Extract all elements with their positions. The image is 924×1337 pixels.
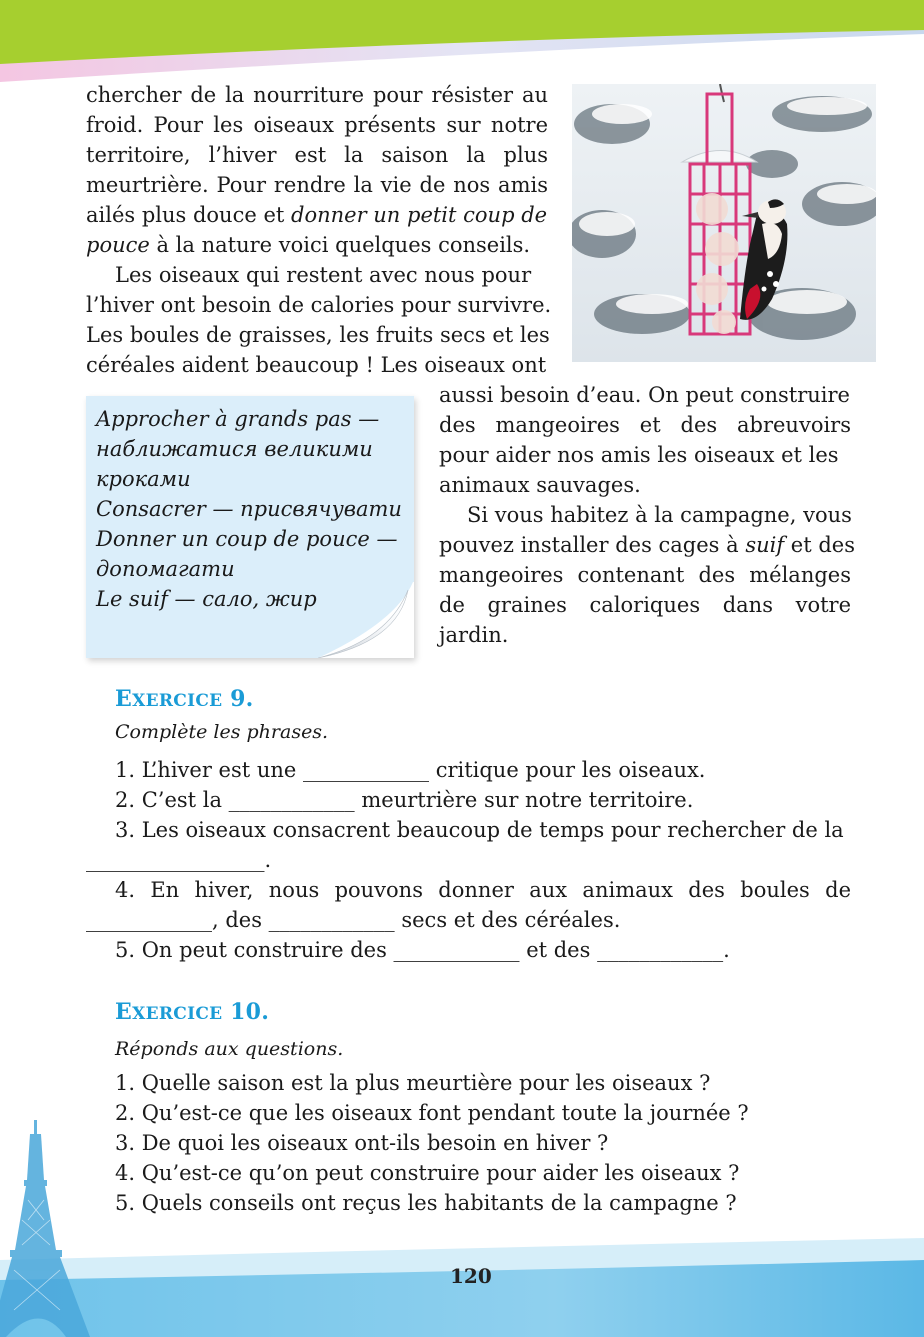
text-italic: donner un petit coup de xyxy=(291,203,548,227)
eiffel-tower-icon xyxy=(0,1120,110,1337)
text-segment: et des xyxy=(784,533,855,557)
vocab-line: Approcher à grands pas — xyxy=(96,407,380,431)
question-item: 1. Quelle saison est la plus meurtière pour les oiseaux ? xyxy=(115,1071,711,1095)
exercise-item: ____________, des ____________ secs et des céréales. xyxy=(86,908,621,932)
text-segment: ailés plus douce et xyxy=(86,203,291,227)
vocab-line: наближатися великими xyxy=(96,437,373,461)
vocab-line: кроками xyxy=(96,467,191,491)
exercise-item: 4. En hiver, nous pouvons donner aux animaux des boules de xyxy=(115,878,851,902)
question-item: 5. Quels conseils ont reçus les habitants de la campagne ? xyxy=(115,1191,737,1215)
text-line: froid. Pour les oiseaux présents sur notre xyxy=(86,113,548,137)
text-line: jardin. xyxy=(439,623,509,647)
question-item: 4. Qu’est-ce qu’on peut construire pour aider les oiseaux ? xyxy=(115,1161,740,1185)
top-decorative-band xyxy=(0,0,924,82)
text-line: chercher de la nourriture pour résister au xyxy=(86,83,548,107)
exercise-item: 5. On peut construire des ____________ et des ____________. xyxy=(115,938,730,962)
page-curl-icon xyxy=(318,582,414,658)
page-number: 120 xyxy=(450,1264,492,1288)
title-smallcaps: XERCICE xyxy=(132,1004,223,1024)
vocab-line: Le suif — сало, жир xyxy=(96,587,317,611)
text-italic: pouce xyxy=(86,233,150,257)
text-line: Les oiseaux qui restent avec nous pour xyxy=(115,263,532,287)
exercise-10-instruction: Réponds aux questions. xyxy=(115,1038,344,1060)
vocab-line: Donner un coup de pouce — xyxy=(96,527,398,551)
text-segment: pouvez installer des cages à xyxy=(439,533,746,557)
question-item: 2. Qu’est-ce que les oiseaux font pendant toute la journée ? xyxy=(115,1101,749,1125)
text-line: animaux sauvages. xyxy=(439,473,641,497)
title-initial: E xyxy=(115,999,133,1025)
question-item: 3. De quoi les oiseaux ont-ils besoin en hiver ? xyxy=(115,1131,609,1155)
exercise-9-instruction: Complète les phrases. xyxy=(115,721,329,743)
text-line: mangeoires contenant des mélanges xyxy=(439,563,851,587)
text-segment: à la nature voici quelques conseils. xyxy=(149,233,531,257)
vocab-line: допомагати xyxy=(96,557,235,581)
vocab-line: Consacrer — присвячувати xyxy=(96,497,402,521)
text-line: meurtrière. Pour rendre la vie de nos amis xyxy=(86,173,548,197)
text-line-mixed xyxy=(86,230,530,260)
text-italic: suif xyxy=(745,533,785,557)
text-line: Les boules de graisses, les fruits secs et les xyxy=(86,323,550,347)
vocabulary-note xyxy=(86,396,414,658)
title-initial: E xyxy=(115,686,133,712)
text-line: aussi besoin d’eau. On peut construire xyxy=(439,383,850,407)
title-number: 10. xyxy=(230,999,270,1025)
exercise-item: 2. C’est la ____________ meurtrière sur notre territoire. xyxy=(115,788,694,812)
text-line: céréales aident beaucoup ! Les oiseaux ont xyxy=(86,353,547,377)
text-line: territoire, l’hiver est la saison la plus xyxy=(86,143,548,167)
exercise-item: 1. L’hiver est une ____________ critique pour les oiseaux. xyxy=(115,758,706,782)
text-line-mixed xyxy=(86,200,547,230)
exercise-10-title xyxy=(115,999,269,1025)
exercise-item: _________________. xyxy=(86,848,272,872)
title-number: 9. xyxy=(230,686,254,712)
text-line: des mangeoires et des abreuvoirs xyxy=(439,413,851,437)
exercise-item: 3. Les oiseaux consacrent beaucoup de temps pour rechercher de la xyxy=(115,818,844,842)
text-line-mixed xyxy=(439,530,855,560)
title-smallcaps: XERCICE xyxy=(132,691,223,711)
text-line: l’hiver ont besoin de calories pour survivre. xyxy=(86,293,552,317)
text-line: de graines caloriques dans votre xyxy=(439,593,851,617)
text-line: pour aider nos amis les oiseaux et les xyxy=(439,443,839,467)
exercise-9-title xyxy=(115,686,254,712)
woodpecker-feeder-photo xyxy=(572,84,876,362)
text-line: Si vous habitez à la campagne, vous xyxy=(467,503,852,527)
